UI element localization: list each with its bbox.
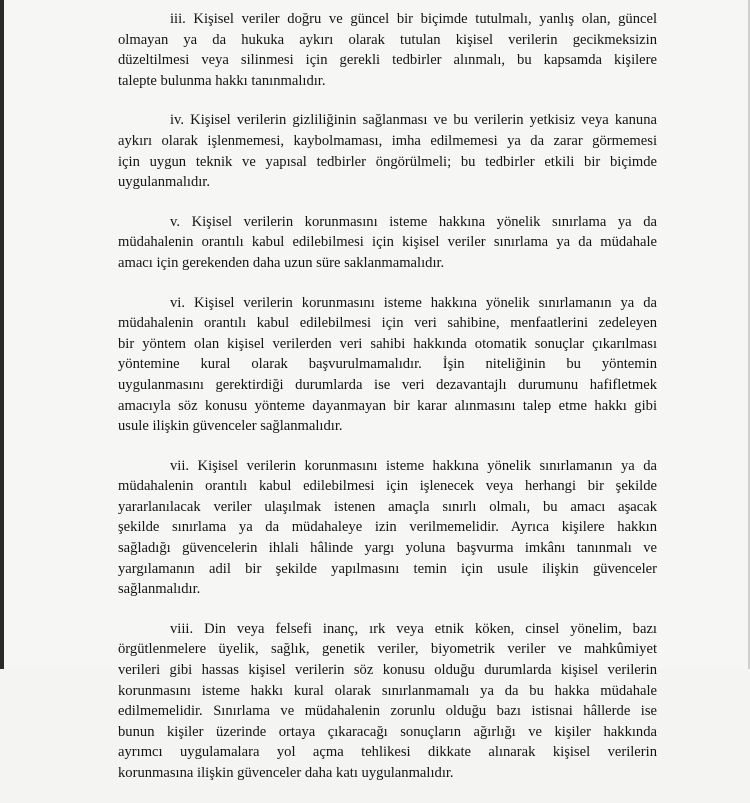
- text-line: edilmemelidir. Sınırlama ve müdahalenin zorunlu olduğu bazı istisnai hâllerde ise: [118, 703, 657, 720]
- text-line: sağlanmalıdır.: [118, 581, 201, 598]
- text-line: düzeltilmesi veya silinmesi için gerekli tedbirler alınmalı, bu kapsamda kişilere: [118, 52, 657, 69]
- text-line: verileri gibi hassas kişisel verilerin söz konusu olduğu durumlarda kişisel verilerin: [118, 662, 657, 679]
- text-line: yargılamanın adil bir şekilde yapılmasını temin için usule ilişkin güvenceler: [118, 560, 657, 577]
- text-line: müdahalenin orantılı kabul edilebilmesi için kişisel veriler sınırlama ya da müdahale: [118, 234, 657, 251]
- document-body: [118, 9, 657, 803]
- text-line: bunun kişiler üzerinde ortaya çıkaracağı sonuçların ağırlığı ve kişiler hakkında: [118, 723, 657, 740]
- scan-edge-left: [0, 0, 4, 669]
- text-line: yararlanılacak veriler ulaşılmak istenen amaçla sınırlı olmalı, bu amacı aşacak: [118, 498, 657, 515]
- text-line: şekilde sınırlama ya da müdahaleye izin verilmemelidir. Ayrıca kişilere hakkın: [118, 519, 657, 536]
- text-line: uygulanmalıdır.: [118, 174, 211, 191]
- text-line: usule ilişkin güvenceler sağlanmalıdır.: [118, 418, 343, 435]
- text-line: talepte bulunma hakkı tanınmalıdır.: [118, 72, 326, 89]
- text-line: vii. Kişisel verilerin korunmasını isteme hakkına yönelik sınırlamanın ya da: [170, 457, 657, 474]
- text-line: vi. Kişisel verilerin korunmasını isteme hakkına yönelik sınırlamanın ya da: [170, 294, 657, 311]
- paragraph-v: [118, 212, 657, 274]
- text-line: müdahalenin orantılı kabul edilebilmesi için veri sahibine, menfaatlerini zedeleyen: [118, 315, 657, 332]
- text-line: yöntemine kural olarak başvurulmamalıdır. İşin niteliğinin bu yöntemin: [118, 356, 657, 373]
- text-line: korunmasına ilişkin güvenceler daha katı uygulanmalıdır.: [118, 765, 454, 781]
- text-line: v. Kişisel verilerin korunmasını isteme hakkına yönelik sınırlama ya da: [170, 213, 657, 230]
- text-line: aykırı olarak işlenmemesi, kaybolmaması, imha edilmemesi ya da zarar görmemesi: [118, 132, 657, 149]
- text-line: ayrımcı uygulamalara yol açma tehlikesi dikkate alınarak kişisel verilerin: [118, 744, 657, 761]
- paragraph-viii: [118, 619, 657, 784]
- text-line: örgütlenmelere üyelik, sağlık, genetik veriler, biyometrik veriler ve mahkûmiyet: [118, 641, 657, 658]
- text-line: amacı için gerekenden daha uzun süre saklanmamalıdır.: [118, 254, 445, 271]
- text-line: iv. Kişisel verilerin gizliliğinin sağlanması ve bu verilerin yetkisiz veya kanuna: [170, 112, 657, 129]
- paragraph-iv: [118, 110, 657, 192]
- text-line: sağladığı güvencelerin ihlali hâlinde yargı yoluna başvurma imkânı tanınmalı ve: [118, 540, 657, 557]
- paragraph-iii: [118, 9, 657, 91]
- text-line: için uygun teknik ve yapısal tedbirler öngörülmeli; bu tedbirler etkili bir biçimde: [118, 153, 657, 170]
- text-line: korunmasını isteme hakkı kural olarak sınırlanmamalı ya da bu hakka müdahale: [118, 682, 657, 699]
- text-line: viii. Din veya felsefi inanç, ırk veya etnik köken, cinsel yönelim, bazı: [170, 620, 657, 637]
- text-line: amacıyla söz konusu yönteme dayanmayan bir karar alınmasını talep etme hakkı gibi: [118, 397, 657, 414]
- text-line: uygulanmasını gerektirdiği durumlarda ise veri dezavantajlı durumunu hafifletmek: [118, 376, 657, 393]
- text-line: müdahalenin orantılı kabul edilebilmesi için işlenecek veya herhangi bir şekilde: [118, 478, 657, 495]
- paragraph-vii: [118, 456, 657, 600]
- text-line: bir yöntem olan kişisel verilerden veri sahibi hakkında otomatik sonuçlar çıkarılması: [118, 335, 657, 352]
- text-line: iii. Kişisel veriler doğru ve güncel bir biçimde tutulmalı, yanlış olan, güncel: [170, 11, 657, 27]
- text-line: olmayan ya da hukuka aykırı olarak tutulan kişisel verilerin gecikmeksizin: [118, 31, 657, 48]
- paragraph-vi: [118, 293, 657, 437]
